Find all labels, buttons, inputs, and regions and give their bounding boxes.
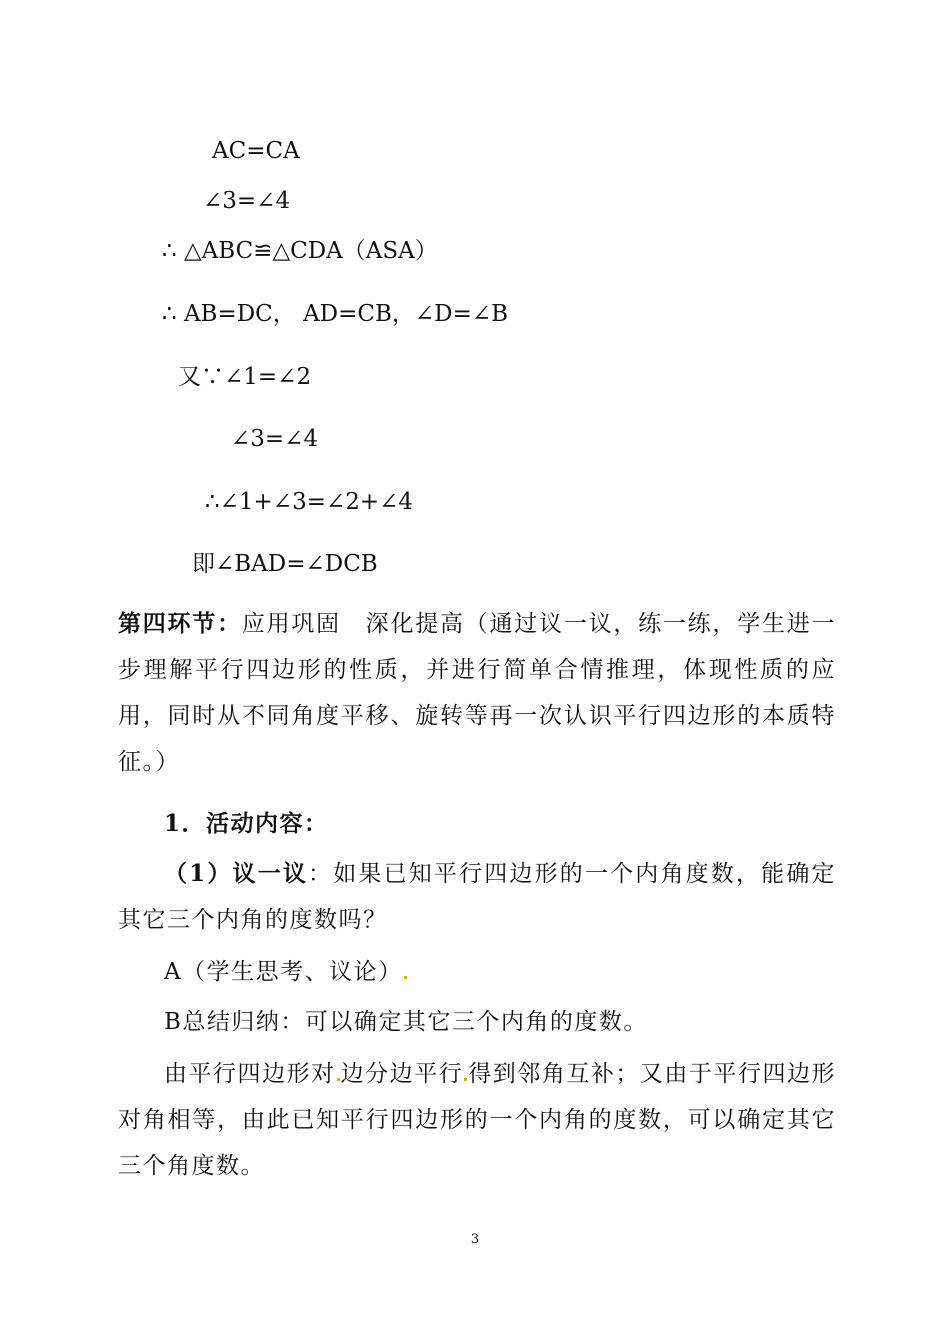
proof-line-8: 即∠BAD=∠DCB [192,551,378,577]
mark-dot [404,976,407,979]
proof-line-5: 又∵∠1=∠2 [178,364,312,390]
proof-line-6: ∠3=∠4 [231,426,319,452]
explanation-part-2: 边分边平行 [340,1061,464,1087]
section-heading: 第四环节： [118,610,242,637]
summary-line: B总结归纳：可以确定其它三个内角的度数。 [164,1009,648,1035]
discussion-paragraph [118,851,836,943]
mark-dot [337,1078,340,1081]
discussion-label: （1）议一议 [164,860,309,887]
proof-line-4: ∴ AB=DC， AD=CB，∠D=∠B [162,301,509,327]
proof-line-1: AC=CA [212,138,300,164]
discussion-question: ：如果已知平行四边形的一个内角度数，能确定其它三个内角的度数吗？ [118,861,836,933]
section-paragraph [118,601,836,785]
student-thinking-line [118,949,836,995]
student-thinking-text: A（学生思考、议论） [164,959,403,985]
proof-line-3: ∴ △ABC≌△CDA（ASA） [162,238,438,264]
explanation-paragraph [118,1051,836,1189]
section-intro: 应用巩固 深化提高（通过议一议，练一练，学生进一步理解平行四边形的性质，并进行简单合情推理，体现性质的应用，同时从不同角度平移、旋转等再一次认识平行四边形的本质特征。） [118,611,837,775]
proof-line-7: ∴∠1+∠3=∠2+∠4 [205,489,414,515]
explanation-part-3: 得到邻角互补；又由于平行四边形对角相等，由此已知平行四边形的一个内角的度数，可以确定其它三个角度数。 [118,1061,837,1179]
proof-line-2: ∠3=∠4 [203,188,291,214]
explanation-part-1: 由平行四边形对 [164,1061,336,1087]
activity-title: 1．活动内容： [164,810,329,837]
mark-dot [464,1078,467,1081]
page-number: 3 [470,1232,480,1247]
